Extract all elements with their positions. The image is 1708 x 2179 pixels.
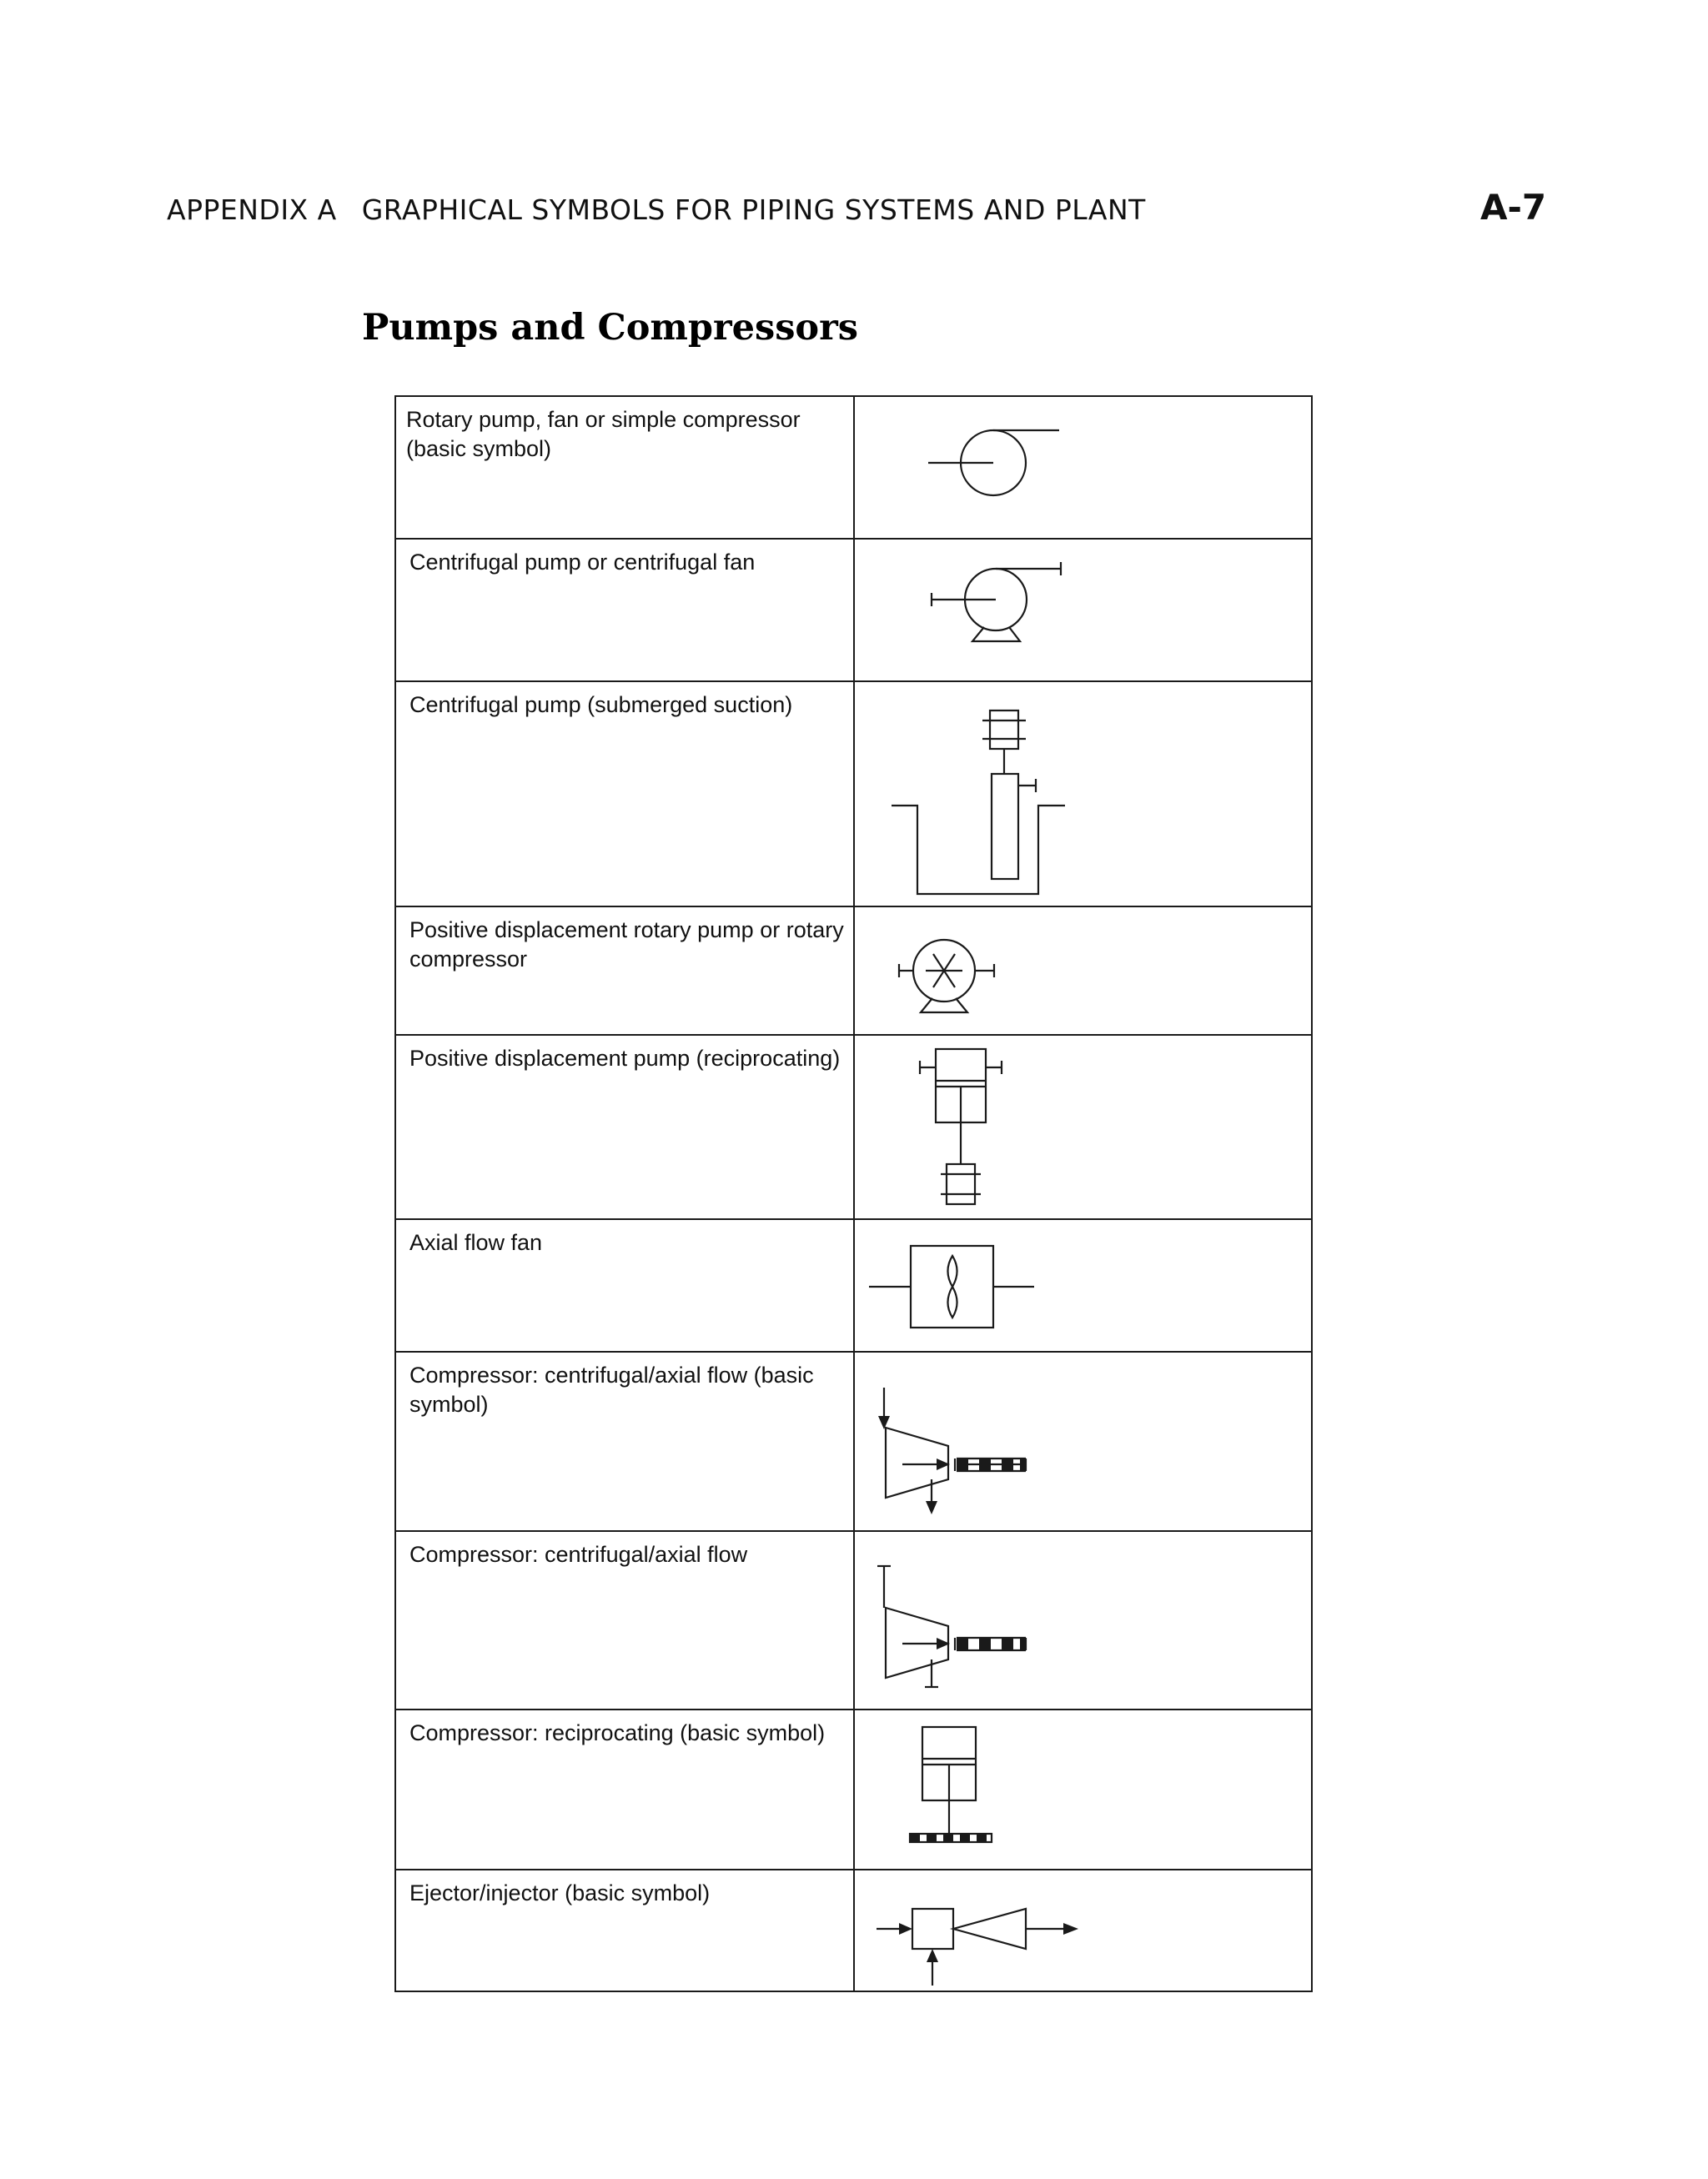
rotary-pump-icon xyxy=(855,397,1311,540)
ejector-injector-icon xyxy=(855,1870,1311,1991)
symbol-cell xyxy=(855,397,1311,538)
submerged-pump-icon xyxy=(855,682,1311,907)
symbol-cell xyxy=(855,1353,1311,1530)
symbol-cell xyxy=(855,1870,1311,1991)
pd-reciprocating-pump-icon xyxy=(855,1036,1311,1220)
axial-flow-fan-icon xyxy=(855,1220,1311,1353)
running-head xyxy=(167,193,1146,226)
section-title: Pumps and Compressors xyxy=(362,307,858,349)
pd-rotary-pump-icon xyxy=(855,907,1311,1036)
compressor-reciprocating-icon xyxy=(855,1710,1311,1870)
symbol-description: Compressor: reciprocating (basic symbol) xyxy=(396,1710,855,1869)
table-row xyxy=(396,1870,1311,1991)
table-row xyxy=(396,1353,1311,1532)
symbol-description: Axial flow fan xyxy=(396,1220,855,1351)
symbol-cell xyxy=(855,907,1311,1034)
compressor-centrifugal-axial-icon xyxy=(855,1532,1311,1710)
table-row xyxy=(396,1710,1311,1870)
symbol-description: Positive displacement rotary pump or rotary compressor xyxy=(396,907,855,1034)
symbol-cell xyxy=(855,682,1311,906)
symbol-description: Ejector/injector (basic symbol) xyxy=(396,1870,855,1991)
symbol-description: Rotary pump, fan or simple compressor (basic symbol) xyxy=(396,397,855,538)
symbol-description: Positive displacement pump (reciprocating) xyxy=(396,1036,855,1218)
appendix-label: APPENDIX A xyxy=(167,193,337,226)
symbol-cell xyxy=(855,540,1311,680)
symbol-cell xyxy=(855,1220,1311,1351)
centrifugal-pump-icon xyxy=(855,540,1311,682)
compressor-basic-icon xyxy=(855,1353,1311,1532)
table-row xyxy=(396,1532,1311,1710)
symbol-cell xyxy=(855,1036,1311,1218)
symbols-table xyxy=(394,395,1313,1992)
symbol-description: Centrifugal pump or centrifugal fan xyxy=(396,540,855,680)
symbol-description: Compressor: centrifugal/axial flow xyxy=(396,1532,855,1709)
symbol-description: Compressor: centrifugal/axial flow (basic symbol) xyxy=(396,1353,855,1530)
appendix-title: GRAPHICAL SYMBOLS FOR PIPING SYSTEMS AND PLANT xyxy=(361,193,1146,226)
table-row xyxy=(396,397,1311,540)
symbol-description: Centrifugal pump (submerged suction) xyxy=(396,682,855,906)
table-row xyxy=(396,1036,1311,1220)
table-row xyxy=(396,682,1311,907)
symbol-cell xyxy=(855,1710,1311,1869)
table-row xyxy=(396,1220,1311,1353)
symbol-cell xyxy=(855,1532,1311,1709)
page-number: A-7 xyxy=(1480,187,1547,228)
table-row xyxy=(396,907,1311,1036)
table-row xyxy=(396,540,1311,682)
